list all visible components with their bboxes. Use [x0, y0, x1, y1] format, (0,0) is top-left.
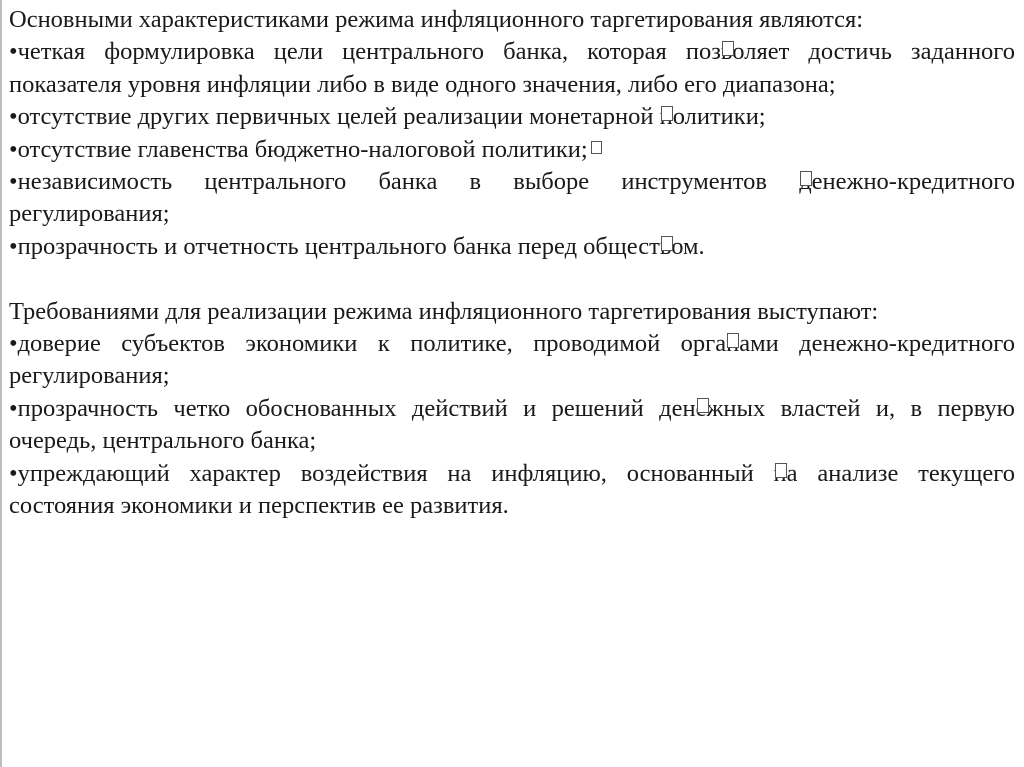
section1-item-3: [9, 134, 1015, 166]
slide-text: [9, 4, 1015, 522]
item-text: денежно-кредитного регулирования;: [9, 168, 1015, 228]
item-text: •доверие субъектов экономики к политике, проводимой орга: [9, 330, 727, 358]
section1-heading: Основными характеристиками режима инфляционного таргетирования являются:: [9, 6, 864, 33]
item-text: вом.: [659, 232, 705, 260]
item-text: •отсутствие других первичных целей реализации монетарной: [9, 103, 660, 131]
item-text: •четкая формулировка цели центрального банка, которая поз: [9, 38, 721, 66]
section1-item-1: [9, 36, 1015, 101]
item-text: нами денежно-кредитного регулирования;: [9, 330, 1015, 390]
item-text: •прозрачность четко обоснованных действий и решений ден: [9, 394, 696, 422]
paragraph-spacer: [9, 263, 1015, 295]
section1-item-5: [9, 231, 1015, 263]
missing-glyph-icon: [591, 141, 602, 154]
item-text: ежных властей и, в первую очередь, центрального банка;: [9, 394, 1015, 455]
section2-heading: Требованиями для реализации режима инфляционного таргетирования выступают:: [9, 297, 879, 325]
item-text: •независимость центрального банка в выборе инструментов: [9, 168, 800, 196]
item-text: •отсутствие главенства бюджетно-налоговой политики;: [9, 135, 588, 163]
section2-item-2: [9, 393, 1015, 458]
item-text: на анализе текущего состояния экономики и перспектив ее развития.: [9, 459, 1015, 520]
item-text: политики;: [659, 103, 766, 131]
slide-left-border: [0, 0, 2, 767]
section2-item-3: [9, 458, 1015, 523]
section1-item-4: [9, 166, 1015, 231]
item-text: воляет достичь заданного показателя уровня инфляции либо в виде одного значения, либо его диапазона;: [9, 38, 1015, 98]
item-text: •упреждающий характер воздействия на инфляцию, основанный: [9, 459, 774, 487]
section1-item-2: [9, 101, 1015, 133]
item-text: •прозрачность и отчетность центрального банка перед общест: [9, 232, 660, 260]
section2-item-1: [9, 328, 1015, 393]
